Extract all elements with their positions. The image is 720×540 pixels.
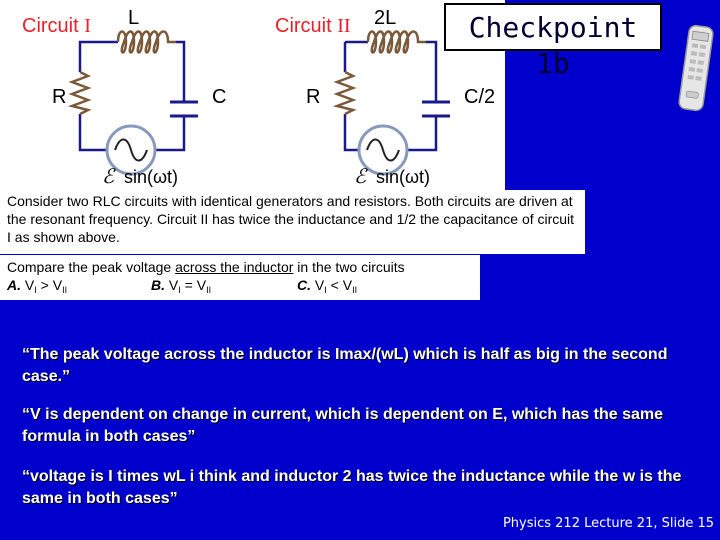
inductor-label-2: 2L: [374, 7, 397, 29]
choice-b-s1: I: [178, 285, 181, 295]
clicker-remote-icon: [672, 22, 720, 114]
compare-suffix: in the two circuits: [293, 259, 405, 275]
source-expr-2: sin(ωt): [376, 167, 431, 187]
choice-c[interactable]: [297, 276, 357, 299]
choice-c-letter: C.: [297, 277, 311, 293]
student-quote-2: “V is dependent on change in current, which is dependent on E, which has the same formula in both cases”: [22, 406, 663, 445]
slide-footer: Physics 212 Lecture 21, Slide 15: [502, 516, 714, 531]
choice-c-op: <: [326, 277, 343, 293]
student-quote-1: “The peak voltage across the inductor is Imax/(wL) which is half as big in the second case.”: [22, 346, 668, 385]
question-text: Consider two RLC circuits with identical generators and resistors. Both circuits are driven at the resonant frequency. Circuit II has twice the inductance and 1/2 the capacitance of circuit I as shown above.: [7, 193, 575, 245]
choice-b-v1: V: [168, 277, 179, 293]
choice-b-s2: II: [206, 285, 212, 295]
resistor-label-1: R: [52, 86, 67, 108]
choice-b[interactable]: [151, 276, 211, 299]
choice-a[interactable]: [7, 276, 67, 299]
circuit-2-title: Circuit II: [275, 15, 351, 37]
resistor-2: [337, 72, 353, 114]
choice-c-v2: V: [342, 277, 353, 293]
circuit-1: [22, 7, 226, 188]
choice-a-v2: V: [52, 277, 63, 293]
source-symbol-2: ℰ: [354, 166, 367, 188]
choice-a-v1: V: [24, 277, 35, 293]
circuit-diagram-panel: [0, 0, 505, 190]
inductor-2: [368, 32, 426, 53]
inductor-label-1: L: [128, 7, 140, 29]
resistor-label-2: R: [306, 86, 321, 108]
choice-a-s2: II: [62, 285, 68, 295]
circuit-diagram: [0, 0, 505, 190]
source-expr-1: sin(ωt): [124, 167, 179, 187]
choice-b-letter: B.: [151, 277, 165, 293]
choice-a-s1: I: [34, 285, 37, 295]
compare-prefix: Compare the peak voltage: [7, 259, 176, 275]
resistor-1: [72, 72, 88, 114]
compare-box: [0, 255, 480, 300]
choice-c-s1: I: [324, 285, 327, 295]
question-box: [0, 190, 585, 254]
choice-a-letter: A.: [7, 277, 21, 293]
capacitor-label-1: C: [212, 86, 227, 108]
choice-a-op: >: [36, 277, 53, 293]
capacitor-label-2: C/2: [464, 86, 496, 108]
choice-c-v1: V: [314, 277, 325, 293]
choice-c-s2: II: [352, 285, 358, 295]
compare-underlined: across the inductor: [175, 259, 294, 275]
circuit-1-title: Circuit I: [22, 15, 91, 37]
source-symbol-1: ℰ: [102, 166, 115, 188]
inductor-1: [118, 32, 176, 53]
checkpoint-title: Checkpoint 1b: [468, 11, 638, 80]
checkpoint-box: [444, 3, 662, 80]
compare-prompt: [7, 258, 405, 276]
choice-b-op: =: [180, 277, 197, 293]
student-quote-3: “voltage is I times wL i think and inductor 2 has twice the inductance while the w is the same in both cases”: [22, 468, 682, 507]
choice-b-v2: V: [196, 277, 207, 293]
